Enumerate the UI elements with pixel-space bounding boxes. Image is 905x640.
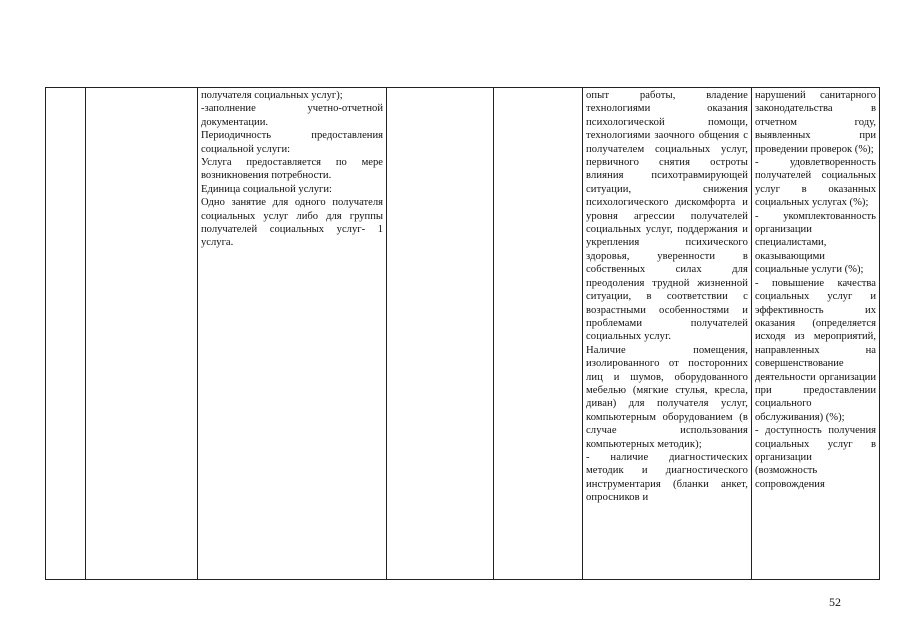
- standards-table: [45, 87, 880, 580]
- cell-quality-indicators: [752, 88, 880, 580]
- cell-number: [46, 88, 86, 580]
- quality-indicators-text: нарушений санитарного законодательства в отчетном году, выявленных при проведении проверок (%); - удовлетворенность получателей социальных услуг в оказанных социальных услугах (%); - укомплектованность организации специалистами, оказывающими социальные услуги (%); - повышение качества социальных услуг и эффективность их оказания (определяется исходя из мероприятий, направленных на совершенствование деятельности организации при предоставлении социального обслуживания) (%); - доступность получения социальных услуг в организации (возможность сопровождения: [755, 90, 876, 490]
- service-description-text: получателя социальных услуг); -заполнение учетно-отчетной документации. Периодичность предоставления социальной услуги: Услуга предоставляется по мере возникновения потребности. Единица социальной услуги: Одно занятие для одного получателя социальных услуг либо для группы получателей социальных услуг- 1 услуга.: [201, 90, 383, 249]
- cell-service-description: [198, 88, 387, 580]
- cell-norm: [494, 88, 583, 580]
- page-number: 52: [829, 595, 841, 609]
- cell-service-name: [86, 88, 198, 580]
- cell-deadline: [387, 88, 494, 580]
- cell-conditions: [583, 88, 752, 580]
- conditions-text: опыт работы, владение технологиями оказания психологической помощи, технологиями заочного общения с получателем социальных услуг, первичного снятия остроты влияния психотравмирующей ситуации, снижения психологического дискомфорта и уровня агрессии получателей социальных услуг, поддержания и укрепления психического здоровья, уверенности в собственных силах для преодоления трудной жизненной ситуации, в соответствии с возрастными особенностями и проблемами получателей социальных услуг. Наличие помещения, изолированного от посторонних лиц и шумов, оборудованного мебелью (мягкие стулья, кресла, диван) для получателя услуг, компьютерным оборудованием (в случае использования компьютерных методик); - наличие диагностических методик и диагностического инструментария (бланки анкет, опросников и: [586, 90, 748, 504]
- table-row: [46, 88, 880, 580]
